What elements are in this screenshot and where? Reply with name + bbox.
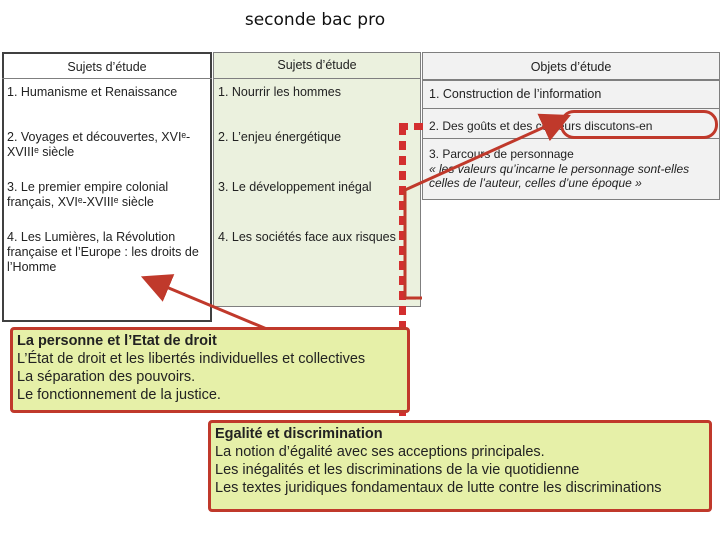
callout-1-title: La personne et l’Etat de droit <box>17 333 217 349</box>
callout-egalite-discrimination <box>208 420 712 512</box>
column-2-item-1: 1. Nourrir les hommes <box>218 85 341 99</box>
column-1-item-2: 2. Voyages et découvertes, XVIᵉ-XVIIIᵉ siècle <box>7 130 191 159</box>
column-1-header: Sujets d’étude <box>67 60 147 74</box>
callout-2-line-3: Les textes juridiques fondamentaux de lutte contre les discriminations <box>215 480 662 496</box>
column-2-item-4: 4. Les sociétés face aux risques <box>218 230 396 244</box>
callout-2-line-1: La notion d’égalité avec ses acceptions principales. <box>215 444 545 460</box>
column-3-header: Objets d’étude <box>530 60 612 74</box>
arrow-up-to-oval <box>405 120 560 298</box>
callout-1-line-1: L’État de droit et les libertés individuelles et collectives <box>17 351 366 367</box>
callout-personne-etat-droit <box>10 327 410 413</box>
column-3-item-1: 1. Construction de l’information <box>429 87 602 101</box>
column-1-item-3: 3. Le premier empire colonial français, XVIᵉ-XVIIIᵉ siècle <box>7 180 169 209</box>
column-2-item-2: 2. L’enjeu énergétique <box>218 130 342 144</box>
column-2-header: Sujets d’étude <box>277 58 357 72</box>
column-3-item-2: 2. Des goûts et des couleurs discutons-en <box>429 119 653 133</box>
column-2-item-3: 3. Le développement inégal <box>218 180 372 194</box>
callout-1-line-3: Le fonctionnement de la justice. <box>17 387 221 403</box>
column-3-item-3: 3. Parcours de personnage <box>429 147 574 161</box>
callout-2-line-2: Les inégalités et les discriminations de la vie quotidienne <box>215 462 580 478</box>
callout-2-title: Egalité et discrimination <box>215 426 383 442</box>
column-1-item-1: 1. Humanisme et Renaissance <box>7 85 178 99</box>
column-1-item-4: 4. Les Lumières, la Révolution française et l’Europe : les droits de l’Homme <box>7 230 199 274</box>
column-3-item-3-quote: « les valeurs qu’incarne le personnage sont-elles celles de l’auteur, celles d’une époque » <box>429 162 690 190</box>
callout-1-line-2: La séparation des pouvoirs. <box>17 369 196 385</box>
page-title: seconde bac pro <box>244 10 386 30</box>
